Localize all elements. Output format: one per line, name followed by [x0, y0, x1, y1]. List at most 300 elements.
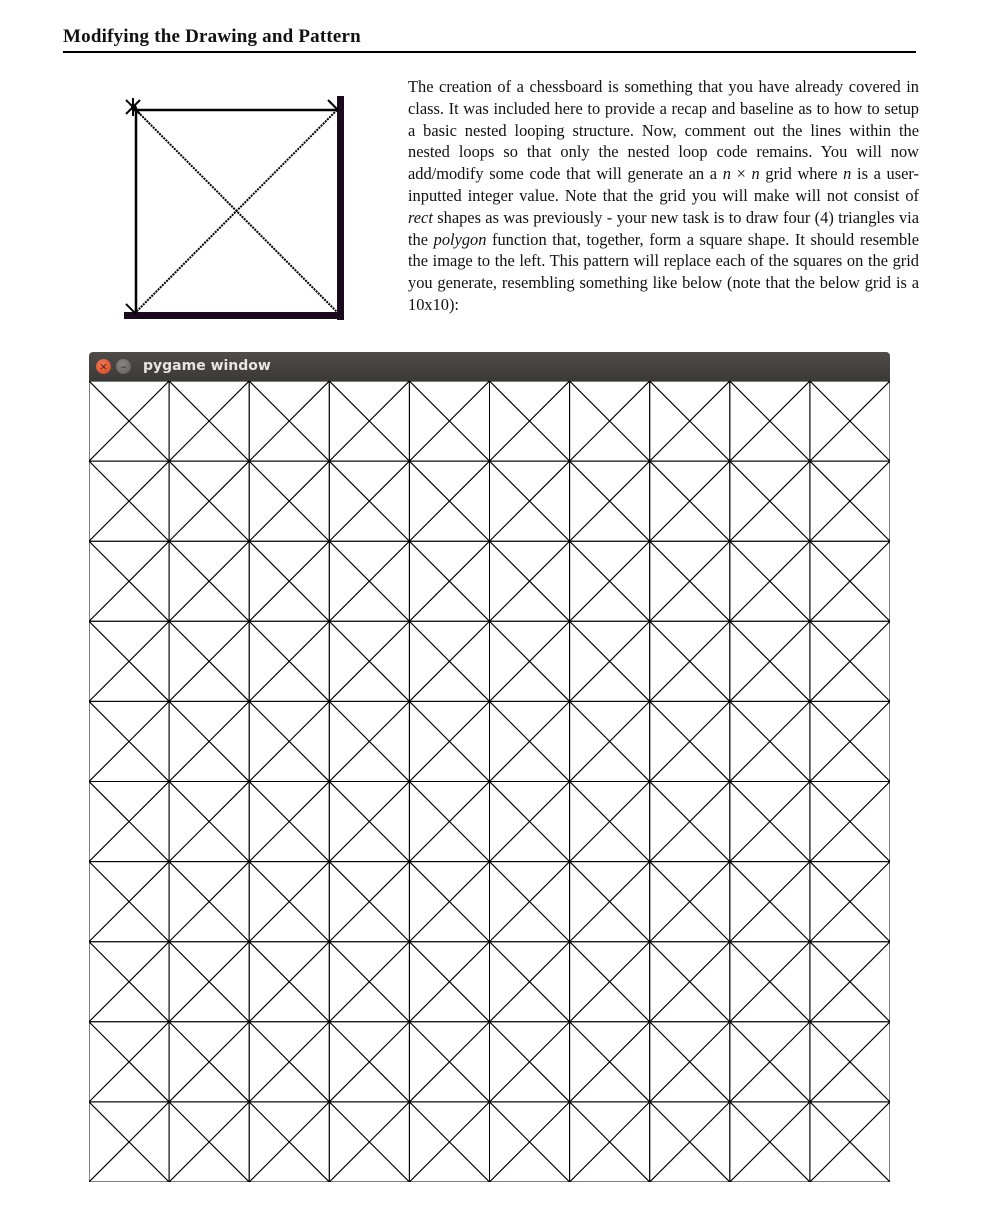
grid-triangle — [730, 741, 810, 781]
grid-triangle — [650, 822, 730, 862]
grid-triangle — [249, 1062, 329, 1102]
grid-triangle — [690, 1022, 730, 1102]
grid-triangle — [610, 782, 650, 862]
grid-triangle — [610, 381, 650, 461]
grid-triangle — [369, 1022, 409, 1102]
grid-triangle — [409, 541, 449, 621]
grid-triangle — [169, 461, 249, 501]
grid-triangle — [650, 1142, 730, 1182]
grid-triangle — [409, 701, 489, 741]
grid-triangle — [650, 541, 730, 581]
grid-triangle — [810, 1102, 890, 1142]
grid-triangle — [850, 1102, 890, 1182]
grid-triangle — [169, 1022, 209, 1102]
grid-triangle — [610, 862, 650, 942]
grid-triangle — [249, 661, 329, 701]
grid-triangle — [650, 862, 690, 942]
grid-triangle — [490, 902, 570, 942]
grid-triangle — [650, 1102, 690, 1182]
grid-triangle — [329, 701, 409, 741]
grid-triangle — [329, 461, 409, 501]
grid-triangle — [650, 782, 730, 822]
math-n: n — [722, 164, 731, 184]
grid-triangle — [369, 862, 409, 942]
grid-triangle — [249, 942, 329, 982]
grid-triangle — [129, 461, 169, 541]
grid-triangle — [810, 701, 890, 741]
grid-triangle — [570, 942, 650, 982]
grid-triangle — [89, 1102, 169, 1142]
grid-triangle — [449, 1022, 489, 1102]
grid-triangle — [810, 421, 890, 461]
grid-triangle — [169, 741, 249, 781]
grid-triangle — [89, 621, 169, 661]
grid-triangle — [730, 982, 810, 1022]
grid-triangle — [409, 982, 489, 1022]
grid-triangle — [409, 581, 489, 621]
grid-triangle — [490, 461, 570, 501]
grid-triangle — [610, 461, 650, 541]
grid-triangle — [570, 862, 650, 902]
grid-triangle — [650, 381, 690, 461]
grid-triangle — [369, 782, 409, 862]
grid-triangle — [289, 1102, 329, 1182]
code-term-polygon: polygon — [433, 229, 487, 249]
grid-triangle — [650, 942, 690, 1022]
grid-triangle — [570, 701, 650, 741]
grid-triangle — [490, 1062, 570, 1102]
single-cell-pattern-figure — [118, 92, 350, 324]
grid-triangle — [89, 902, 169, 942]
grid-triangle — [570, 942, 610, 1022]
grid-triangle — [570, 862, 610, 942]
grid-triangle — [129, 1102, 169, 1182]
grid-triangle — [249, 701, 329, 741]
grid-triangle — [570, 1142, 650, 1182]
grid-triangle — [490, 701, 570, 741]
grid-triangle — [810, 782, 890, 822]
grid-triangle — [810, 942, 850, 1022]
grid-triangle — [249, 541, 289, 621]
grid-triangle — [650, 461, 730, 501]
window-titlebar[interactable] — [89, 352, 890, 381]
grid-triangle — [89, 541, 169, 581]
grid-triangle — [650, 982, 730, 1022]
instruction-paragraph — [408, 76, 919, 316]
grid-triangle — [730, 541, 770, 621]
grid-triangle — [530, 461, 570, 541]
grid-triangle — [409, 822, 489, 862]
grid-triangle — [650, 621, 690, 701]
grid-triangle — [490, 1022, 570, 1062]
grid-triangle — [409, 421, 489, 461]
grid-triangle — [409, 701, 449, 781]
grid-triangle — [89, 1102, 129, 1182]
grid-triangle — [369, 381, 409, 461]
grid-triangle — [730, 1102, 810, 1142]
paragraph-text: The creation of a chessboard is something that you have already covered in class. It was included here to provide a recap and baseline as to how to setup a basic nested looping structure. Now, comment out the lines within the nested loops so that only the nested loop code remains. You will now add/modify some code that will generate an a — [408, 77, 919, 184]
grid-triangle — [169, 381, 249, 421]
grid-triangle — [249, 782, 329, 822]
grid-triangle — [730, 1022, 810, 1062]
grid-triangle — [169, 942, 249, 982]
grid-triangle — [249, 1142, 329, 1182]
grid-triangle — [249, 862, 289, 942]
grid-triangle — [730, 581, 810, 621]
grid-triangle — [570, 621, 610, 701]
grid-triangle — [570, 902, 650, 942]
header-rule — [63, 51, 916, 53]
grid-triangle — [89, 822, 169, 862]
grid-triangle — [409, 381, 489, 421]
grid-triangle — [690, 1102, 730, 1182]
grid-triangle — [329, 1022, 369, 1102]
grid-triangle — [730, 421, 810, 461]
grid-triangle — [570, 381, 610, 461]
grid-triangle — [730, 1102, 770, 1182]
grid-triangle — [530, 1102, 570, 1182]
grid-triangle — [329, 661, 409, 701]
grid-triangle — [289, 862, 329, 942]
grid-triangle — [409, 621, 449, 701]
grid-triangle — [810, 661, 890, 701]
grid-triangle — [730, 381, 810, 421]
grid-triangle — [770, 1102, 810, 1182]
grid-triangle — [329, 982, 409, 1022]
grid-triangle — [690, 621, 730, 701]
grid-triangle — [490, 621, 530, 701]
grid-triangle — [329, 381, 409, 421]
grid-triangle — [730, 621, 770, 701]
grid-triangle — [730, 501, 810, 541]
grid-triangle — [89, 1142, 169, 1182]
grid-triangle — [810, 461, 890, 501]
grid-triangle — [570, 982, 650, 1022]
grid-triangle — [650, 701, 730, 741]
grid-triangle — [770, 701, 810, 781]
grid-triangle — [570, 661, 650, 701]
grid-triangle — [169, 942, 209, 1022]
grid-triangle — [570, 1022, 610, 1102]
grid-triangle — [409, 1022, 489, 1062]
grid-triangle — [570, 741, 650, 781]
grid-triangle — [730, 1062, 810, 1102]
grid-triangle — [169, 421, 249, 461]
grid-triangle — [409, 942, 449, 1022]
grid-triangle — [570, 822, 650, 862]
grid-triangle — [650, 741, 730, 781]
grid-triangle — [850, 942, 890, 1022]
grid-triangle — [89, 701, 169, 741]
grid-triangle — [490, 381, 530, 461]
grid-triangle — [810, 1062, 890, 1102]
grid-triangle — [570, 782, 610, 862]
grid-triangle — [490, 501, 570, 541]
grid-triangle — [810, 1102, 850, 1182]
grid-triangle — [289, 621, 329, 701]
grid-triangle — [690, 862, 730, 942]
grid-triangle — [89, 1062, 169, 1102]
grid-triangle — [89, 862, 129, 942]
grid-triangle — [650, 902, 730, 942]
grid-triangle — [610, 621, 650, 701]
grid-triangle — [650, 782, 690, 862]
figure-shadow-bottom — [124, 312, 344, 319]
grid-triangle — [169, 501, 249, 541]
grid-triangle — [730, 461, 810, 501]
grid-triangle — [329, 421, 409, 461]
grid-triangle — [810, 541, 890, 581]
grid-triangle — [810, 741, 890, 781]
grid-triangle — [650, 701, 690, 781]
grid-triangle — [810, 982, 890, 1022]
grid-triangle — [449, 862, 489, 942]
grid-triangle — [530, 1022, 570, 1102]
grid-triangle — [369, 461, 409, 541]
grid-triangle — [209, 1102, 249, 1182]
grid-triangle — [89, 621, 129, 701]
grid-triangle — [650, 1102, 730, 1142]
grid-triangle — [490, 862, 530, 942]
grid-triangle — [690, 461, 730, 541]
grid-triangle — [369, 1102, 409, 1182]
grid-triangle — [490, 541, 570, 581]
grid-triangle — [249, 1022, 329, 1062]
grid-triangle — [810, 862, 850, 942]
grid-triangle — [169, 782, 209, 862]
grid-triangle — [850, 782, 890, 862]
grid-triangle — [329, 942, 409, 982]
grid-triangle — [329, 1142, 409, 1182]
grid-triangle — [449, 942, 489, 1022]
grid-triangle — [329, 541, 409, 581]
grid-triangle — [169, 902, 249, 942]
grid-triangle — [329, 862, 369, 942]
grid-triangle — [449, 461, 489, 541]
grid-triangle — [610, 541, 650, 621]
grid-triangle — [129, 1022, 169, 1102]
grid-triangle — [289, 942, 329, 1022]
grid-triangle — [650, 501, 730, 541]
grid-triangle — [89, 461, 169, 501]
grid-triangle — [329, 822, 409, 862]
grid-triangle — [169, 701, 249, 741]
grid-triangle — [850, 621, 890, 701]
grid-triangle — [850, 381, 890, 461]
grid-triangle — [449, 541, 489, 621]
grid-triangle — [209, 621, 249, 701]
minimize-button[interactable]: – — [116, 359, 131, 374]
grid-triangle — [730, 862, 770, 942]
grid-triangle — [169, 1142, 249, 1182]
grid-triangle — [449, 782, 489, 862]
grid-triangle — [209, 1022, 249, 1102]
grid-triangle — [169, 982, 249, 1022]
grid-triangle — [449, 1102, 489, 1182]
grid-triangle — [289, 1022, 329, 1102]
grid-triangle — [530, 782, 570, 862]
grid-triangle — [129, 541, 169, 621]
grid-triangle — [690, 782, 730, 862]
grid-triangle — [490, 782, 570, 822]
grid-triangle — [490, 381, 570, 421]
grid-triangle — [730, 541, 810, 581]
grid-triangle — [810, 501, 890, 541]
grid-triangle — [249, 782, 289, 862]
grid-triangle — [409, 381, 449, 461]
grid-triangle — [490, 942, 530, 1022]
grid-triangle — [89, 782, 129, 862]
grid-triangle — [329, 701, 369, 781]
grid-triangle — [570, 1102, 650, 1142]
grid-triangle — [169, 1022, 249, 1062]
grid-triangle — [770, 942, 810, 1022]
grid-triangle — [409, 862, 449, 942]
grid-triangle — [249, 822, 329, 862]
grid-triangle — [570, 1102, 610, 1182]
grid-triangle — [89, 661, 169, 701]
grid-triangle — [409, 501, 489, 541]
grid-triangle — [89, 381, 169, 421]
grid-triangle — [490, 461, 530, 541]
grid-triangle — [169, 661, 249, 701]
grid-triangle — [89, 942, 129, 1022]
grid-triangle — [89, 461, 129, 541]
grid-triangle — [650, 661, 730, 701]
grid-triangle — [850, 541, 890, 621]
grid-triangle — [810, 822, 890, 862]
grid-triangle — [329, 381, 369, 461]
grid-triangle — [570, 541, 650, 581]
grid-triangle — [490, 1142, 570, 1182]
math-times: × — [730, 164, 752, 184]
grid-triangle — [570, 421, 650, 461]
grid-triangle — [249, 1102, 289, 1182]
grid-triangle — [209, 862, 249, 942]
grid-triangle — [89, 581, 169, 621]
grid-triangle — [690, 942, 730, 1022]
grid-triangle — [730, 782, 770, 862]
grid-triangle — [249, 381, 289, 461]
grid-triangle — [289, 541, 329, 621]
grid-triangle — [249, 701, 289, 781]
grid-triangle — [369, 621, 409, 701]
grid-triangle — [329, 862, 409, 902]
grid-triangle — [329, 1062, 409, 1102]
grid-triangle — [369, 541, 409, 621]
grid-triangle — [650, 1022, 690, 1102]
grid-triangle — [329, 461, 369, 541]
grid-triangle — [490, 581, 570, 621]
grid-triangle — [770, 1022, 810, 1102]
grid-triangle — [409, 741, 489, 781]
grid-triangle — [490, 621, 570, 661]
grid-triangle — [89, 381, 129, 461]
grid-triangle — [570, 501, 650, 541]
grid-triangle — [570, 1062, 650, 1102]
grid-triangle — [249, 501, 329, 541]
grid-triangle — [249, 421, 329, 461]
grid-triangle — [409, 902, 489, 942]
grid-triangle — [329, 621, 369, 701]
grid-triangle — [249, 381, 329, 421]
grid-triangle — [730, 942, 770, 1022]
grid-triangle — [570, 621, 650, 661]
grid-triangle — [169, 621, 209, 701]
grid-triangle — [289, 381, 329, 461]
grid-triangle — [409, 782, 449, 862]
grid-triangle — [169, 1102, 249, 1142]
grid-triangle — [409, 541, 489, 581]
grid-triangle — [329, 942, 369, 1022]
grid-triangle — [650, 541, 690, 621]
grid-triangle — [770, 862, 810, 942]
grid-triangle — [570, 1022, 650, 1062]
grid-triangle — [490, 942, 570, 982]
grid-triangle — [169, 541, 249, 581]
grid-triangle — [209, 942, 249, 1022]
grid-triangle — [810, 381, 890, 421]
grid-triangle — [730, 701, 770, 781]
grid-triangle — [650, 942, 730, 982]
grid-triangle — [730, 701, 810, 741]
grid-triangle — [810, 621, 890, 661]
grid-triangle — [249, 581, 329, 621]
grid-triangle — [129, 381, 169, 461]
grid-triangle — [650, 461, 690, 541]
grid-triangle — [490, 701, 530, 781]
grid-triangle — [810, 942, 890, 982]
grid-triangle — [770, 621, 810, 701]
grid-triangle — [810, 381, 850, 461]
grid-triangle — [730, 902, 810, 942]
code-term-rect: rect — [408, 207, 433, 227]
grid-triangle — [690, 541, 730, 621]
grid-triangle — [770, 381, 810, 461]
grid-triangle — [530, 381, 570, 461]
window-title: pygame window — [143, 358, 271, 374]
close-button[interactable]: × — [96, 359, 111, 374]
grid-triangle — [409, 1022, 449, 1102]
grid-triangle — [89, 782, 169, 822]
grid-triangle — [570, 381, 650, 421]
grid-triangle — [810, 1022, 890, 1062]
grid-triangle — [610, 701, 650, 781]
grid-triangle — [810, 581, 890, 621]
grid-triangle — [770, 782, 810, 862]
grid-triangle — [530, 942, 570, 1022]
grid-triangle — [810, 1022, 850, 1102]
grid-triangle — [89, 541, 129, 621]
grid-triangle — [650, 1062, 730, 1102]
grid-triangle — [129, 701, 169, 781]
grid-triangle — [249, 982, 329, 1022]
paragraph-text: function that, together, form a square shape. It should resemble the image to the left. This pattern will replace each of the squares on the grid you generate, resembling something like below (note that the below grid is a 10x10): — [408, 229, 919, 314]
grid-triangle — [329, 541, 369, 621]
grid-triangle — [129, 862, 169, 942]
grid-triangle — [690, 701, 730, 781]
grid-canvas — [89, 381, 890, 1182]
grid-triangle — [490, 862, 570, 902]
grid-triangle — [490, 421, 570, 461]
grid-triangle — [770, 461, 810, 541]
grid-triangle — [490, 741, 570, 781]
grid-triangle — [329, 581, 409, 621]
paragraph-text: grid where — [759, 164, 844, 184]
grid-triangle — [329, 782, 369, 862]
grid-triangle — [650, 381, 730, 421]
grid-triangle — [850, 701, 890, 781]
